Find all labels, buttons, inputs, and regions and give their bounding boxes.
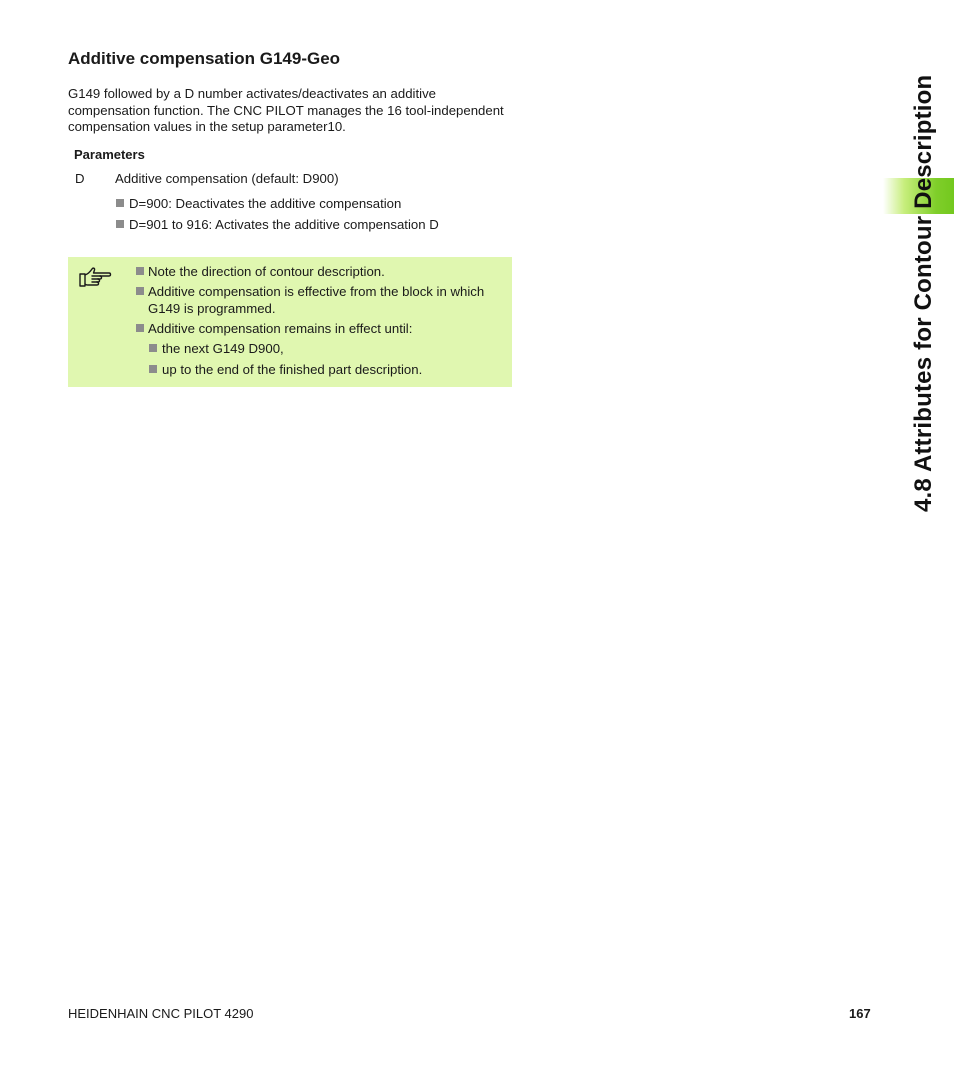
intro-paragraph: G149 followed by a D number activates/deactivates an additive compensation function. The CNC PILOT manages the 16 tool-independent compensation values in the setup parameter10. [68, 86, 504, 134]
bullet-square-icon [136, 287, 144, 295]
bullet-square-icon [116, 220, 124, 228]
note-list-item: Additive compensation is effective from the block in which G149 is programmed. [136, 283, 513, 317]
bullet-square-icon [116, 199, 124, 207]
bullet-square-icon [149, 344, 157, 352]
page-number: 167 [849, 1006, 871, 1021]
note-list-item: Additive compensation remains in effect until: [136, 320, 501, 337]
note-list-item: Note the direction of contour description. [136, 263, 501, 280]
pointing-hand-icon [78, 266, 112, 295]
chapter-title: 4.8 Attributes for Contour Description [910, 74, 937, 512]
bullet-square-icon [136, 267, 144, 275]
note-sub-item: the next G149 D900, [149, 341, 284, 356]
parameter-option: D=900: Deactivates the additive compensation [116, 196, 401, 211]
bullet-square-icon [149, 365, 157, 373]
parameter-option: D=901 to 916: Activates the additive compensation D [116, 217, 439, 232]
parameter-description: Additive compensation (default: D900) [115, 171, 339, 186]
section-heading: Additive compensation G149-Geo [68, 49, 341, 68]
parameters-label: Parameters [74, 147, 145, 162]
footer-manual-name: HEIDENHAIN CNC PILOT 4290 [68, 1006, 254, 1021]
note-sub-item: up to the end of the finished part description. [149, 362, 422, 377]
parameter-key: D [75, 171, 85, 186]
bullet-square-icon [136, 324, 144, 332]
